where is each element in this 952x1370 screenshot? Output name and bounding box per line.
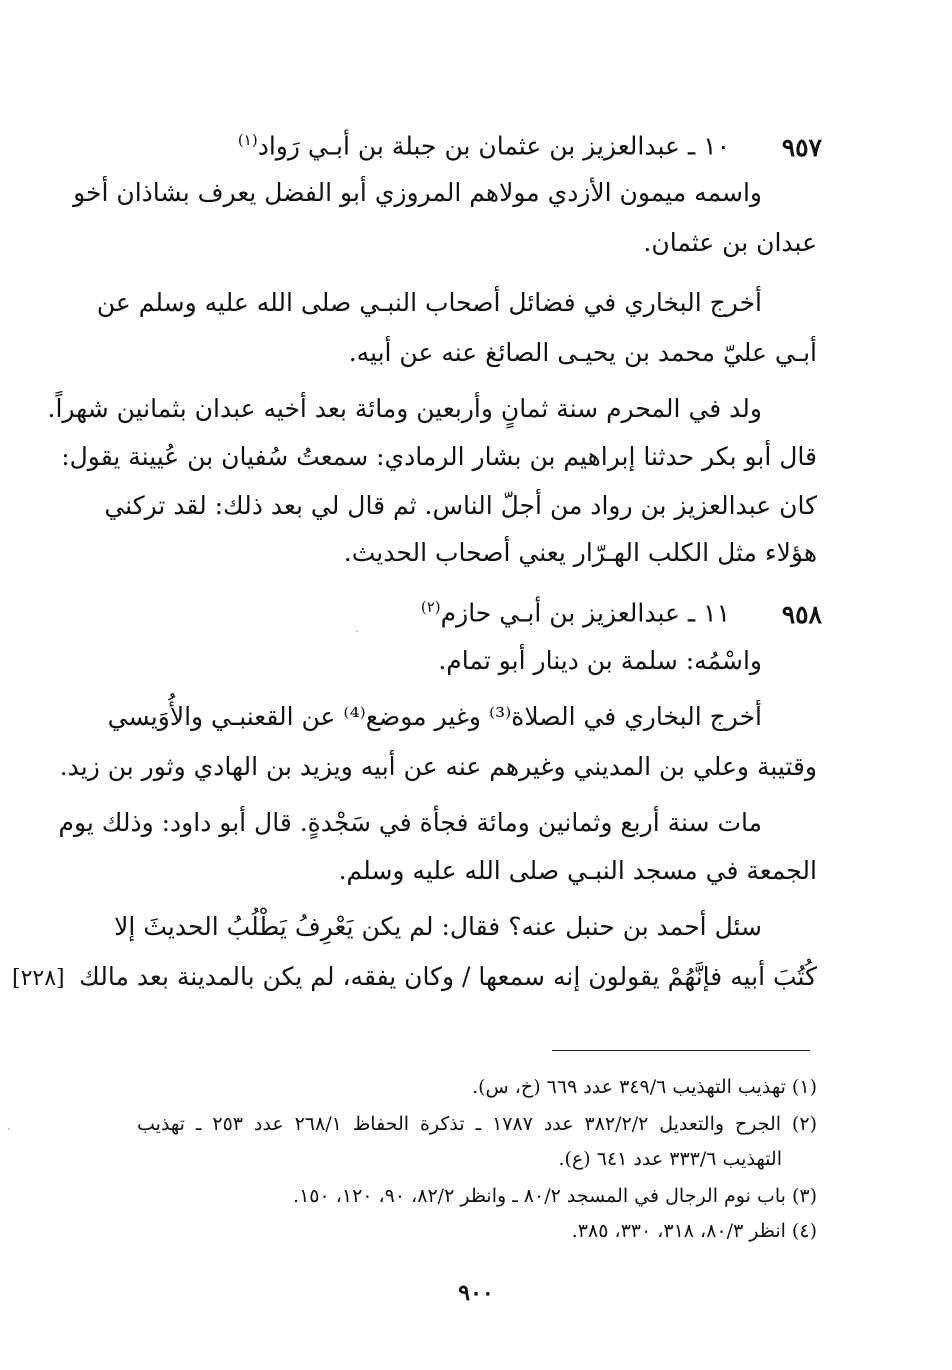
text-line: واسْمُه: سلمة بن دينار أبو تمام. [438, 646, 762, 675]
text-line: قال أبو بكر حدثنا إبراهيم بن بشار الرمادي: سمعتُ سُفيان بن عُيينة يقول: [61, 442, 817, 471]
text-line: هؤلاء مثل الكلب الهـرّار يعني أصحاب الحديث. [343, 538, 817, 567]
entry-heading [230, 131, 730, 161]
text-line: كُتُبَ أبيه فإنَّهُمْ يقولون إنه سمعها / وكان يفقه، لم يكن بالمدينة بعد مالك [79, 962, 817, 991]
text-line: وقتيبة وعلي بن المديني وغيرهم عنه عن أبيه ويزيد بن الهادي وثور بن زيد. [59, 752, 817, 781]
scan-speck [356, 630, 358, 632]
footnote: (٣) باب نوم الرجال في المسجد ٨٠/٢ ـ وانظر ٨٢/٢، ٩٠، ١٢٠، ١٥٠. [293, 1185, 817, 1207]
text-line: أخرج البخاري في الصلاة⁽³⁾ وغير موضع⁽⁴⁾ عن القعنبـي والأُوَيسي [107, 702, 762, 731]
text-line: مات سنة أربع وثمانين ومائة فجأة في سَجْدةٍ. قال أبو داود: وذلك يوم [58, 808, 762, 837]
footnote-ref: (١) [237, 131, 258, 149]
text-line: كان عبدالعزيز بن رواد من أجلّ الناس. ثم قال لي بعد ذلك: لقد تركني [104, 491, 817, 520]
margin-page-reference: [٢٢٨] [12, 966, 65, 991]
entry-number: ٩٥٧ [781, 133, 822, 162]
text-line: ولد في المحرم سنة ثمانٍ وأربعين ومائة بعد أخيه عبدان بثمانين شهراً. [47, 394, 762, 423]
text-line: واسمه ميمون الأزدي مولاهم المروزي أبو الفضل يعرف بشاذان أخو [73, 178, 762, 207]
footnote: (١) تهذيب التهذيب ٣٤٩/٦ عدد ٦٦٩ (خ، س). [472, 1076, 817, 1098]
page-number: ٩٠٠ [458, 1280, 494, 1306]
text-line: أبـي عليّ محمد بن يحيـى الصائغ عنه عن أبيه. [348, 338, 817, 367]
footnote: (٤) انظر ٨٠/٣، ٣١٨، ٣٣٠، ٣٨٥. [571, 1220, 817, 1242]
text-line: الجمعة في مسجد النبـي صلى الله عليه وسلم. [338, 856, 817, 885]
text-line: أخرج البخاري في فضائل أصحاب النبـي صلى الله عليه وسلم عن [96, 288, 762, 317]
footnote: (٢) الجرح والتعديل ٣٨٢/٢/٢ عدد ١٧٨٧ ـ تذكرة الحفاظ ٢٦٨/١ عدد ٢٥٣ ـ تهذيب [137, 1113, 817, 1135]
footnote-continuation: التهذيب ٣٣٣/٦ عدد ٦٤١ (ع). [558, 1148, 782, 1170]
entry-heading-text: ١٠ ـ عبدالعزيز بن عثمان بن جبلة بن أبـي رَواد [257, 131, 730, 161]
entry-heading [230, 598, 730, 628]
text-line: عبدان بن عثمان. [643, 228, 817, 257]
footnote-ref: (٢) [420, 598, 441, 616]
scan-speck [8, 1128, 10, 1130]
text-line: سئل أحمد بن حنبل عنه؟ فقال: لم يكن يَعْرِفُ يَطْلُبُ الحديثَ إلا [114, 912, 762, 941]
footnote-separator [552, 1050, 810, 1051]
entry-heading-text: ١١ ـ عبدالعزيز بن أبـي حازم [440, 598, 730, 628]
entry-number: ٩٥٨ [781, 600, 822, 629]
